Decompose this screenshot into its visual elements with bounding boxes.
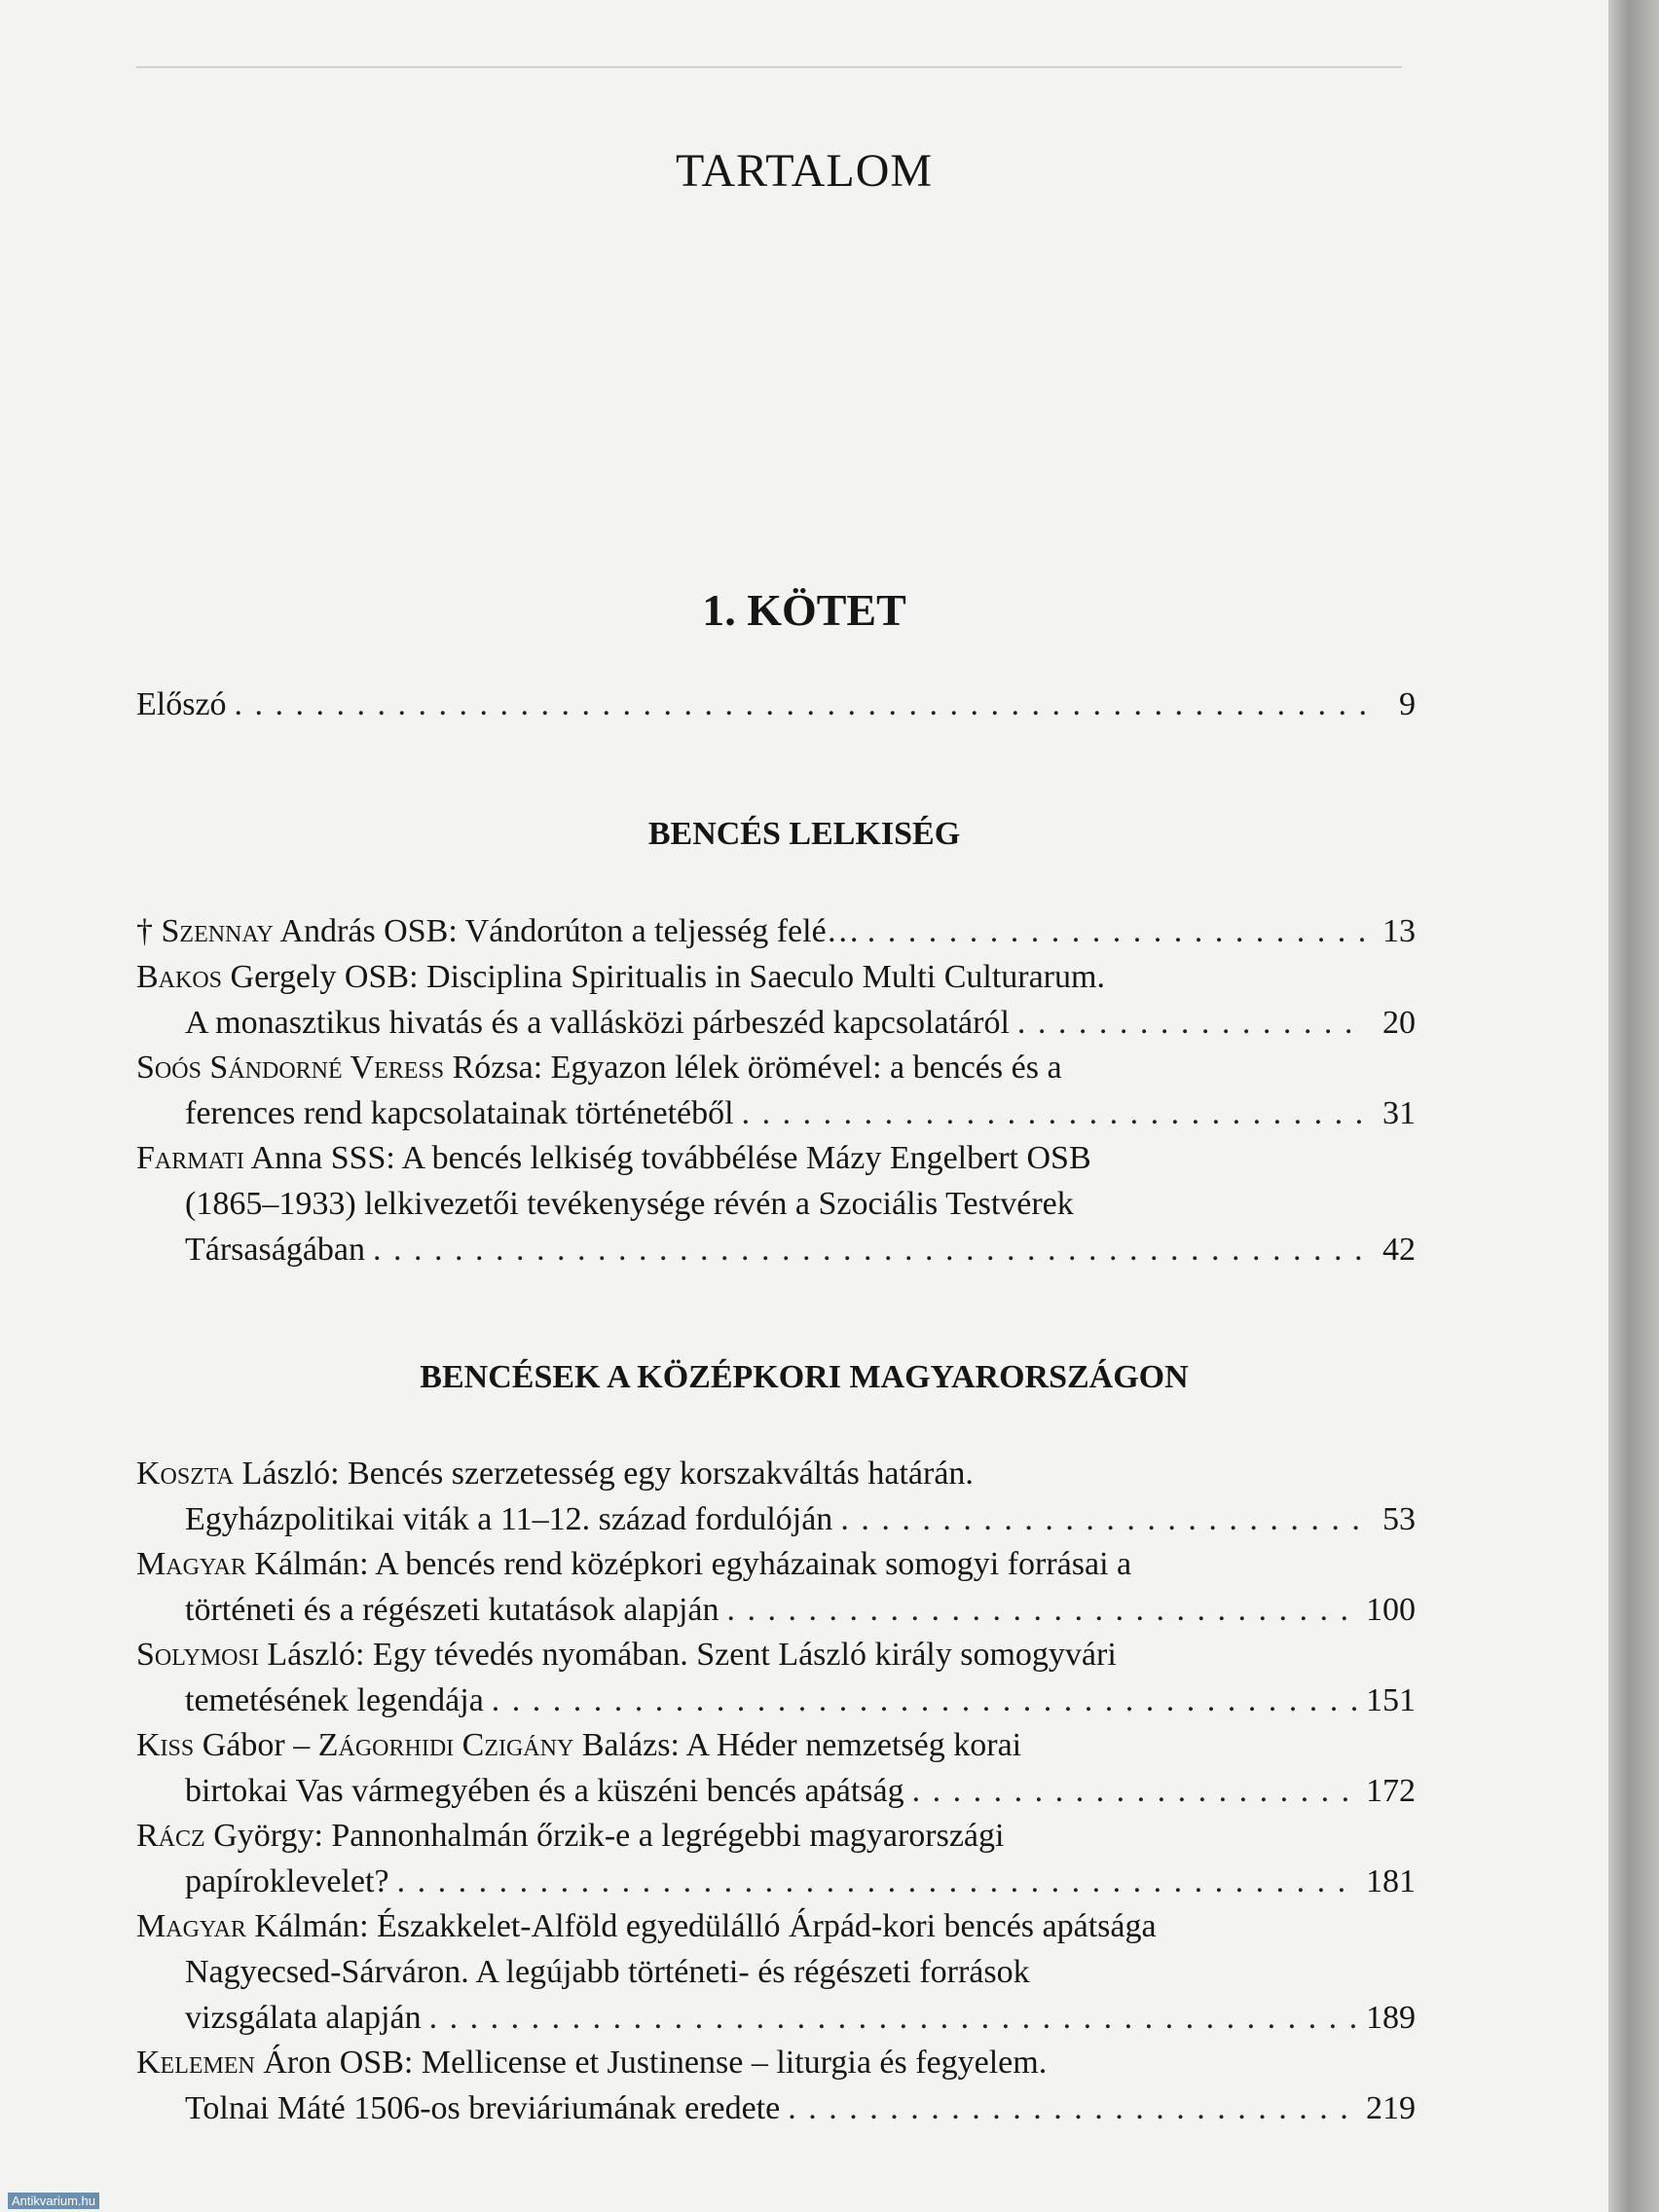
author-name: Kiss Gábor – Zágorhidi Czigány Balázs xyxy=(136,1727,671,1763)
author-name: Farmati Anna SSS xyxy=(136,1140,387,1176)
author-name: Bakos Gergely OSB xyxy=(136,959,410,995)
toc-entry xyxy=(136,1813,1416,1904)
entry-title-cont: Egyházpolitikai viták a 11–12. század fordulóján xyxy=(185,1501,833,1537)
toc-entry xyxy=(136,1541,1416,1633)
page-number: 31 xyxy=(1382,1095,1416,1131)
entry-title: : A bencés rend középkori egyházainak somogyi forrásai a xyxy=(359,1546,1132,1582)
toc-entry xyxy=(136,1632,1416,1723)
section-heading-spirituality: BENCÉS LELKISÉG xyxy=(647,816,961,852)
author-name: Soós Sándorné Veress Rózsa xyxy=(136,1050,534,1086)
page-number: 219 xyxy=(1366,2090,1416,2126)
toc-entry xyxy=(136,1722,1416,1814)
toc-entry-foreword xyxy=(136,682,1416,727)
page-number: 53 xyxy=(1382,1501,1416,1537)
toc-entry xyxy=(136,954,1416,1046)
entry-title: : Mellicense et Justinense – liturgia és fegyelem. xyxy=(403,2045,1048,2081)
leader-dots xyxy=(492,1677,1356,1723)
entry-title-cont: A monasztikus hivatás és a vallásközi párbeszéd kapcsolatáról xyxy=(185,1005,1010,1041)
page-number: 13 xyxy=(1382,913,1416,949)
header-rule xyxy=(136,66,1402,68)
page-number: 181 xyxy=(1366,1863,1416,1899)
entry-title: : Vándorúton a teljesség felé… xyxy=(448,913,860,949)
author-name: Magyar Kálmán xyxy=(136,1546,360,1582)
toc-entry xyxy=(136,2040,1416,2131)
toc-entry xyxy=(136,908,1416,954)
volume-title: 1. KÖTET xyxy=(702,585,906,635)
leader-dots xyxy=(235,682,1367,727)
entry-title: : Északkelet-Alföld egyedülálló Árpád-kori bencés apátsága xyxy=(359,1908,1157,1944)
entry-title: : Egy tévedés nyomában. Szent László király somogyvári xyxy=(354,1637,1117,1673)
entry-title: : A bencés lelkiség továbbélése Mázy Engelbert OSB xyxy=(386,1140,1091,1176)
entry-title-cont: papíroklevelet? xyxy=(185,1863,389,1899)
entry-title: : Disciplina Spiritualis in Saeculo Multi Culturarum. xyxy=(409,959,1105,995)
entry-title: Előszó xyxy=(136,686,227,722)
page-number: 172 xyxy=(1366,1773,1416,1809)
toc-entry xyxy=(136,1135,1416,1272)
entry-title: : Egyazon lélek örömével: a bencés és a xyxy=(533,1050,1062,1086)
entry-title-cont: (1865–1933) lelkivezetői tevékenysége révén a Szociális Testvérek xyxy=(185,1186,1074,1222)
entry-title-cont: birtokai Vas vármegyében és a küszéni bencés apátság xyxy=(185,1773,904,1809)
toc-entry xyxy=(136,1903,1416,2041)
entry-title-cont: Tolnai Máté 1506-os breviáriumának eredete xyxy=(185,2090,781,2126)
author-name: Kelemen Áron OSB xyxy=(136,2045,404,2081)
entry-title-cont: Nagyecsed-Sárváron. A legújabb történeti- és régészeti források xyxy=(185,1954,1030,1990)
leader-dots xyxy=(840,1496,1367,1542)
author-name: Rácz György xyxy=(136,1818,314,1854)
watermark: Antikvarium.hu xyxy=(8,2193,99,2209)
page-number: 20 xyxy=(1382,1005,1416,1041)
author-name: Solymosi László xyxy=(136,1637,355,1673)
author-name: Magyar Kálmán xyxy=(136,1908,360,1944)
leader-dots xyxy=(912,1768,1356,1814)
book-spine-edge xyxy=(1608,0,1659,2212)
entry-title-cont: vizsgálata alapján xyxy=(185,2000,422,2036)
section-heading-medieval: BENCÉSEK A KÖZÉPKORI MAGYARORSZÁGON xyxy=(420,1359,1189,1395)
leader-dots xyxy=(788,2085,1356,2131)
entry-title: : A Héder nemzetség korai xyxy=(670,1727,1022,1763)
page-number: 151 xyxy=(1366,1682,1416,1718)
leader-dots xyxy=(1017,1000,1367,1046)
page-number: 9 xyxy=(1399,686,1416,722)
page-number: 100 xyxy=(1366,1592,1416,1628)
leader-dots xyxy=(726,1587,1356,1633)
leader-dots xyxy=(397,1859,1356,1904)
entry-title-cont: temetésének legendája xyxy=(185,1682,484,1718)
leader-dots xyxy=(867,908,1367,954)
toc-entry xyxy=(136,1045,1416,1136)
entry-title-cont: ferences rend kapcsolatainak történetéből xyxy=(185,1095,734,1131)
leader-dots xyxy=(742,1090,1367,1136)
entry-title-cont: történeti és a régészeti kutatások alapján xyxy=(185,1592,719,1628)
page-title: TARTALOM xyxy=(675,145,934,197)
page-number: 42 xyxy=(1382,1232,1416,1268)
leader-dots xyxy=(373,1227,1367,1272)
leader-dots xyxy=(429,1995,1356,2041)
page-number: 189 xyxy=(1366,2000,1416,2036)
toc-entry xyxy=(136,1451,1416,1542)
author-name: † Szennay András OSB xyxy=(136,913,449,949)
entry-title: : Pannonhalmán őrzik-e a legrégebbi magyarországi xyxy=(313,1818,1005,1854)
entry-title-cont: Társaságában xyxy=(185,1232,366,1268)
entry-title: : Bencés szerzetesség egy korszakváltás határán. xyxy=(330,1456,974,1492)
author-name: Koszta László xyxy=(136,1456,331,1492)
